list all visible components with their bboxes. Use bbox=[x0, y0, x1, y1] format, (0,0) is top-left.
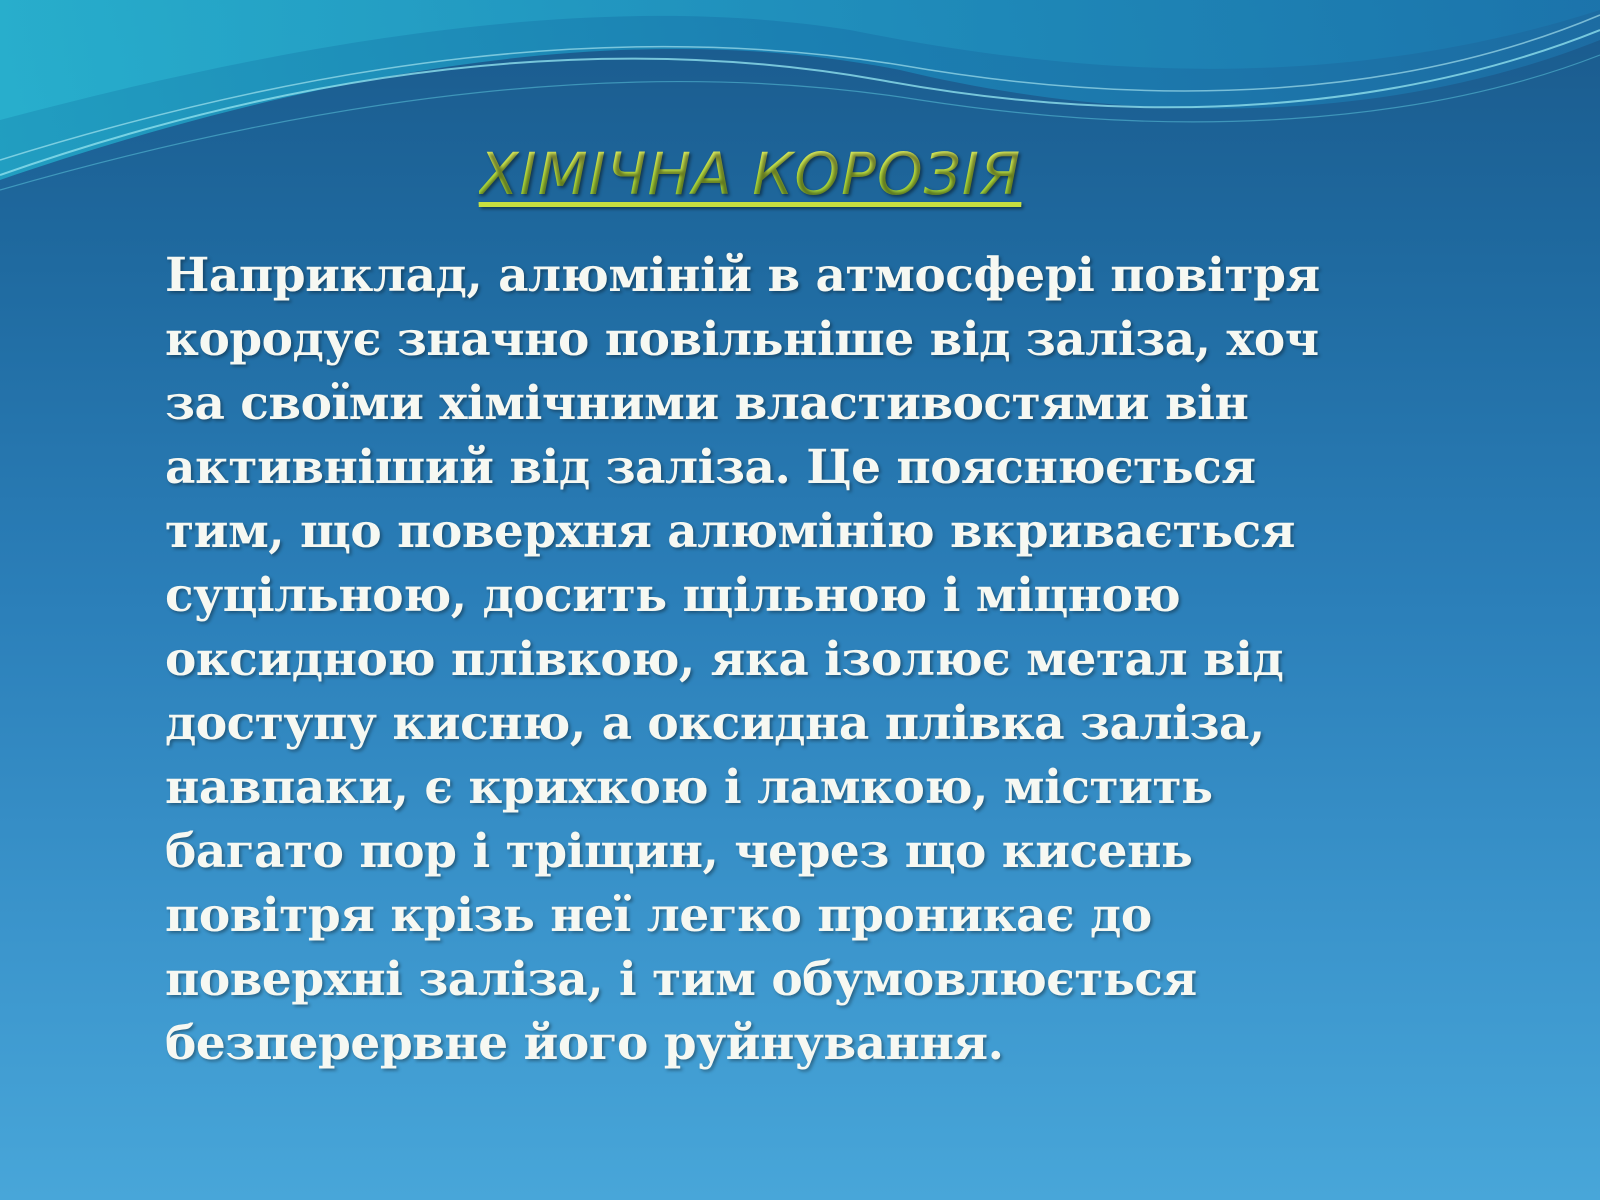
slide-title bbox=[0, 140, 1500, 208]
slide-body-text: Наприклад, алюміній в атмосфері повітря кородує значно повільніше від заліза, хоч за своїми хімічними властивостями він активніший від заліза. Це пояснюється тим, що поверхня алюмінію вкривається суцільною, досить щільною і міцною оксидною плівкою, яка ізолює метал від доступу кисню, а оксидна плівка заліза, навпаки, є крихкою і ламкою, містить багато пор і тріщин, через що кисень повітря крізь неї легко проникає до поверхні заліза, і тим обумовлюється безперервне його руйнування. bbox=[165, 248, 1320, 1071]
slide-title-text: ХІМІЧНА КОРОЗІЯ bbox=[478, 140, 1022, 208]
